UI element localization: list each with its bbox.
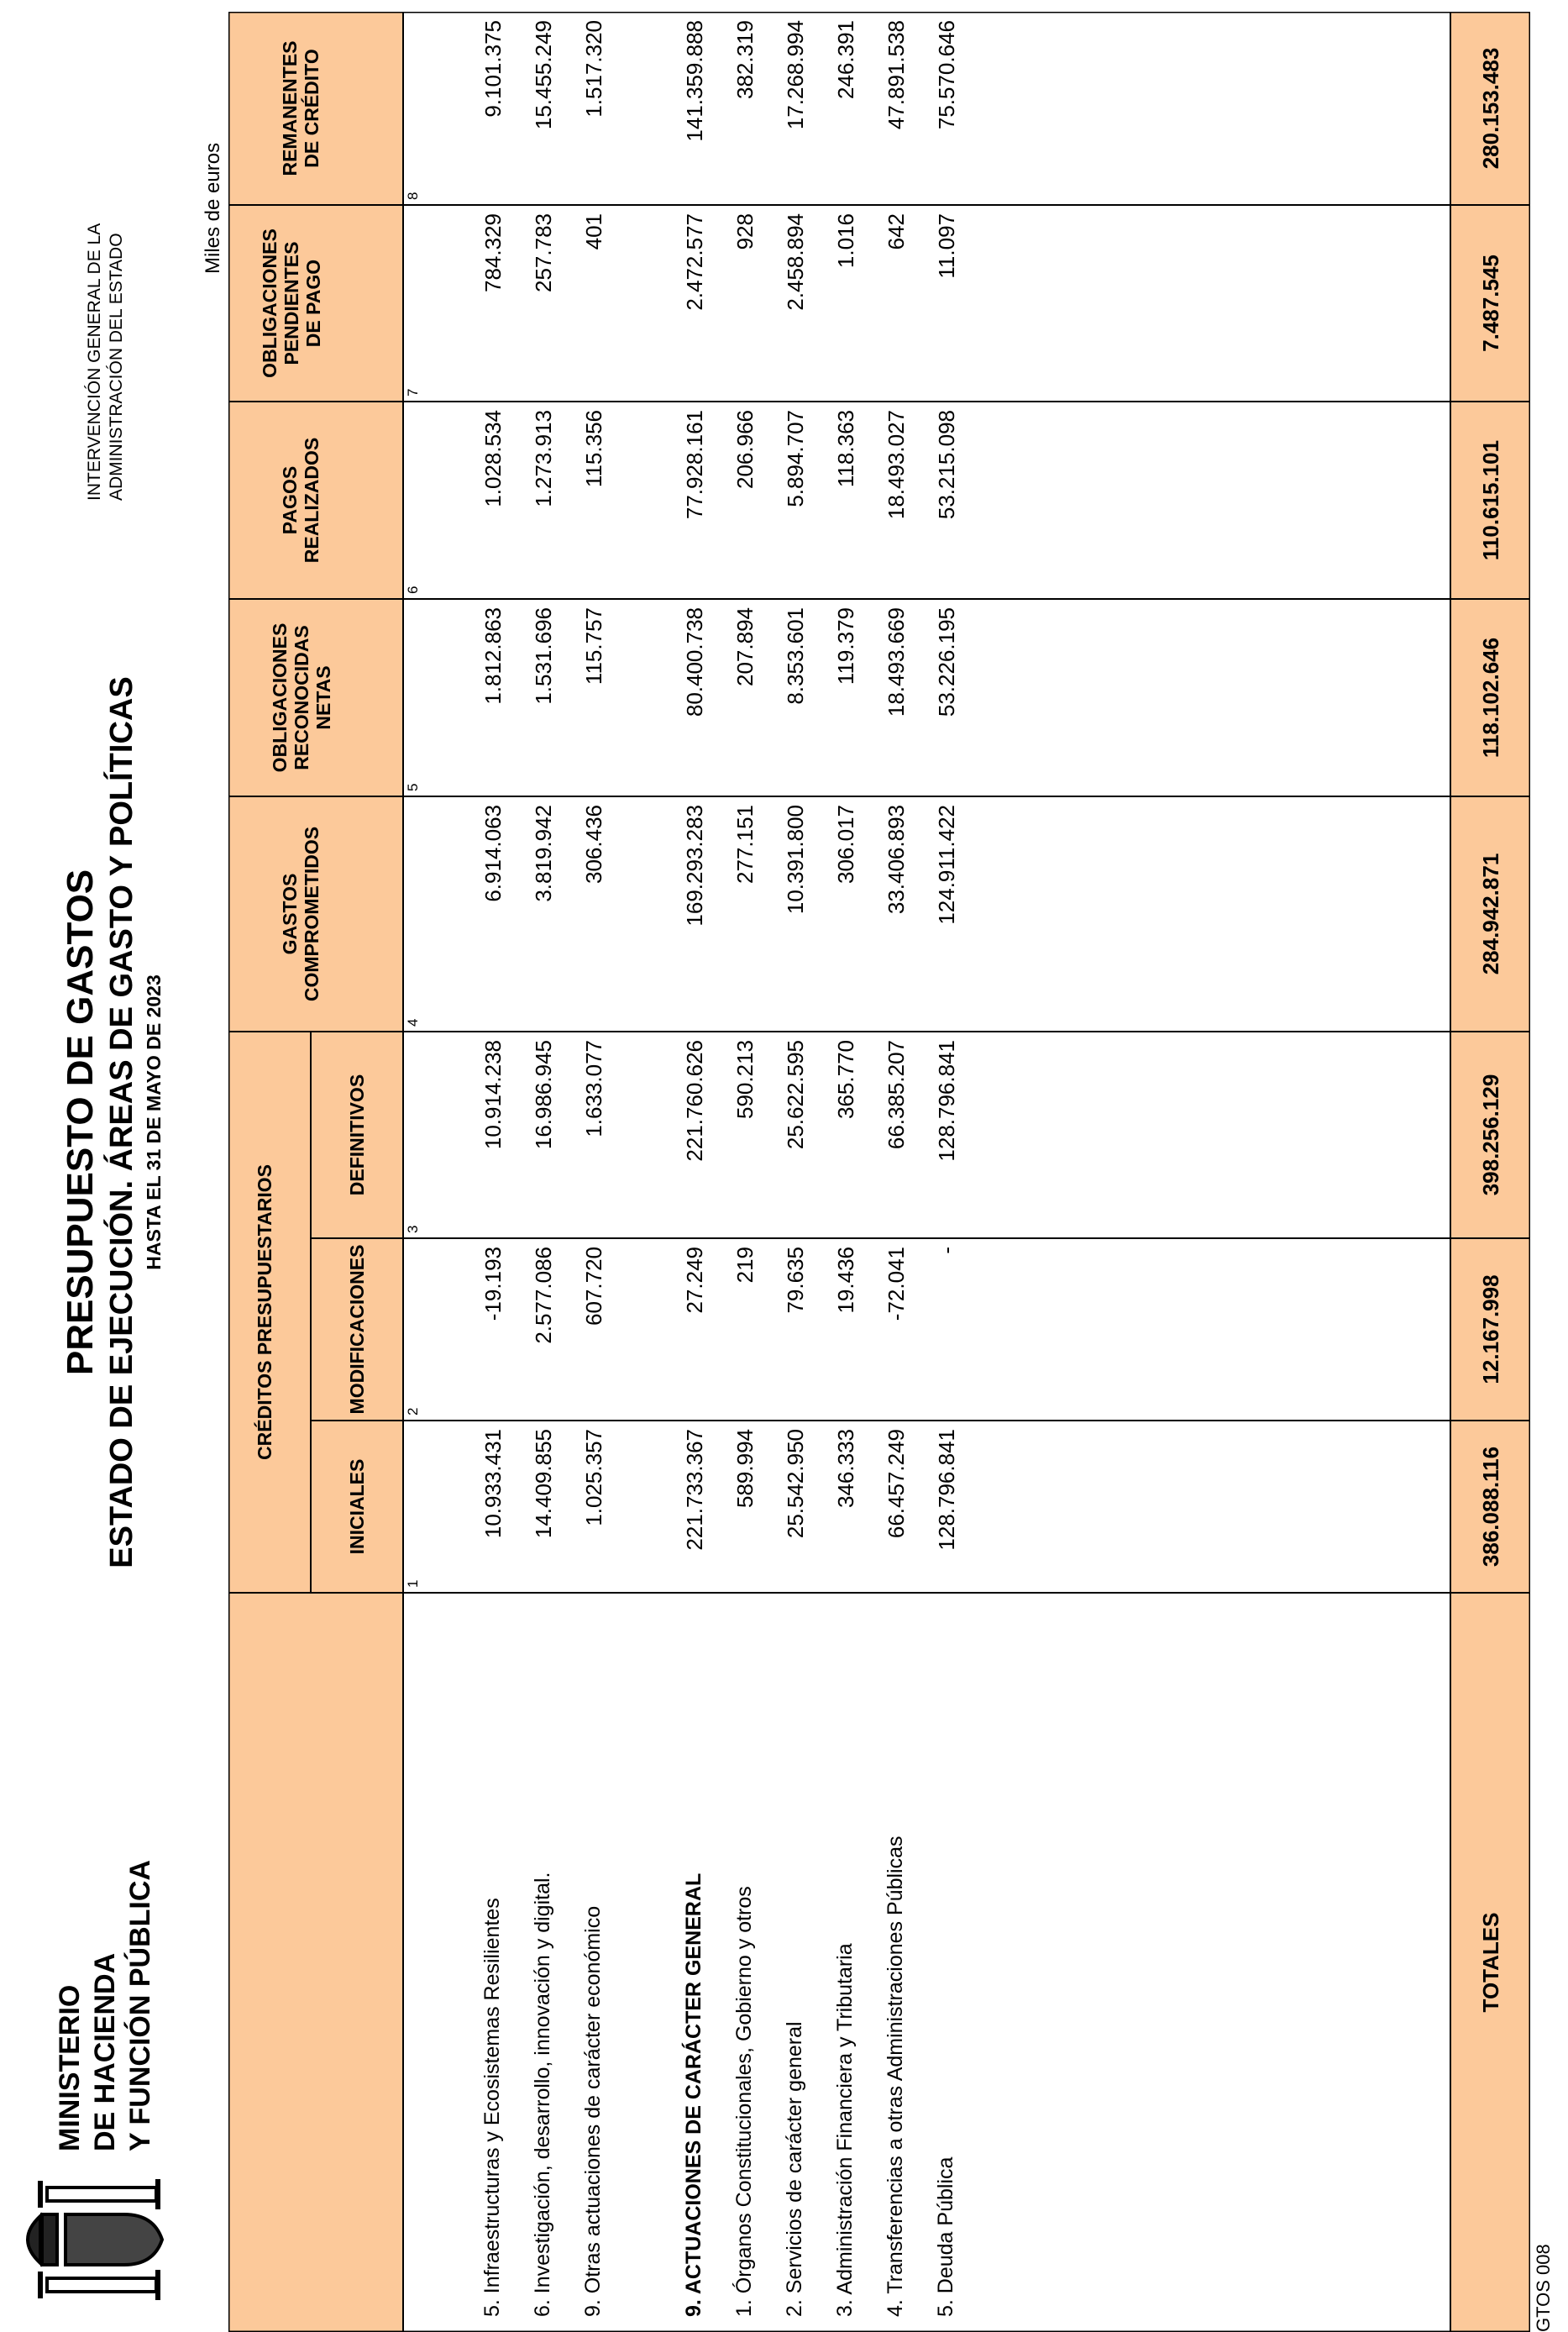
row-label: 9. Otras actuaciones de carácter económico xyxy=(581,1905,605,2317)
table-cell: 1.016 xyxy=(833,213,858,269)
issuer-line-2: ADMINISTRACIÓN DEL ESTADO xyxy=(107,233,126,501)
table-cell: 53.215.098 xyxy=(934,410,959,520)
table-cell: 2.458.894 xyxy=(783,213,808,311)
table-cell: 141.359.888 xyxy=(682,20,707,142)
table-cell: 589.994 xyxy=(732,1429,758,1508)
header-creditos: CRÉDITOS PRESUPUESTARIOS xyxy=(254,1164,275,1460)
table-cell: 14.409.855 xyxy=(531,1429,556,1539)
issuer-line-1: INTERVENCIÓN GENERAL DE LA xyxy=(85,223,104,501)
table-cell: 10.914.238 xyxy=(480,1040,506,1150)
table-cell: 928 xyxy=(732,213,758,250)
report-titles xyxy=(59,669,166,1576)
table-cell: 607.720 xyxy=(581,1247,606,1326)
table-cell: -19.193 xyxy=(480,1247,506,1321)
table-cell: 1.812.863 xyxy=(480,607,506,705)
header-iniciales: INICIALES xyxy=(346,1458,368,1555)
table-cell: 11.097 xyxy=(934,213,959,279)
totals-cell: 118.102.646 xyxy=(1478,637,1503,759)
header-obligaciones-reconocidas: OBLIGACIONES RECONOCIDAS NETAS xyxy=(269,622,334,773)
totals-cell: 12.167.998 xyxy=(1478,1274,1503,1384)
header-remanentes: REMANENTES DE CRÉDITO xyxy=(279,40,323,176)
column-number: 7 xyxy=(405,388,421,397)
report-date: HASTA EL 31 DE MAYO DE 2023 xyxy=(143,974,165,1270)
totals-cell: 280.153.483 xyxy=(1478,47,1503,170)
row-label: 6. Investigación, desarrollo, innovación y digital. xyxy=(531,1872,554,2317)
table-cell: 75.570.646 xyxy=(934,20,959,130)
header-modificaciones: MODIFICACIONES xyxy=(346,1244,368,1415)
table-cell: 15.455.249 xyxy=(531,20,556,130)
table-cell: 365.770 xyxy=(833,1040,858,1119)
table-cell: 2.577.086 xyxy=(531,1247,556,1344)
header-definitivos: DEFINITIVOS xyxy=(346,1074,368,1196)
table-cell: 346.333 xyxy=(833,1429,858,1508)
table-cell: 18.493.669 xyxy=(884,607,909,717)
table-cell: 19.436 xyxy=(833,1247,858,1314)
units-label: Miles de euros xyxy=(202,142,224,274)
table-cell: 128.796.841 xyxy=(934,1040,959,1162)
table-cell: 1.633.077 xyxy=(581,1040,606,1137)
header-gastos-comprometidos: GASTOS COMPROMETIDOS xyxy=(279,826,323,1002)
row-label: 1. Órganos Constitucionales, Gobierno y otros xyxy=(732,1886,756,2317)
row-label: 4. Transferencias a otras Administraciones Públicas xyxy=(884,1836,907,2317)
table-cell: 33.406.893 xyxy=(884,805,909,915)
table-cell: 66.385.207 xyxy=(884,1040,909,1150)
column-number: 6 xyxy=(405,586,421,594)
column-number: 4 xyxy=(405,1018,421,1027)
table-cell: 401 xyxy=(581,213,606,250)
table-cell: 77.928.161 xyxy=(682,410,707,520)
row-label: 5. Infraestructuras y Ecosistemas Resilientes xyxy=(480,1898,504,2317)
table-cell: 9.101.375 xyxy=(480,20,506,118)
table-cell: 1.531.696 xyxy=(531,607,556,705)
table-cell: 221.733.367 xyxy=(682,1429,707,1551)
ministry-line-3: Y FUNCIÓN PÚBLICA xyxy=(124,1860,156,2151)
column-number: 8 xyxy=(405,192,421,200)
ministry-name xyxy=(52,1860,158,2151)
table-grid xyxy=(228,12,1530,2332)
totals-cell: 7.487.545 xyxy=(1478,255,1503,352)
table-cell: 18.493.027 xyxy=(884,410,909,520)
table-cell: 10.933.431 xyxy=(480,1429,506,1539)
report-subtitle: ESTADO DE EJECUCIÓN. ÁREAS DE GASTO Y POLÍTICAS xyxy=(104,676,139,1568)
table-cell: 119.379 xyxy=(833,607,858,685)
table-cell: 124.911.422 xyxy=(934,805,959,925)
row-label: 5. Deuda Pública xyxy=(934,2156,957,2317)
header-obligaciones-pendientes: OBLIGACIONES PENDIENTES DE PAGO xyxy=(259,228,324,378)
row-label: 3. Administración Financiera y Tributaria xyxy=(833,1943,857,2317)
column-number: 3 xyxy=(405,1225,421,1233)
table-cell: 257.783 xyxy=(531,213,556,292)
ministry-line-1: MINISTERIO xyxy=(54,1984,86,2151)
column-number: 5 xyxy=(405,783,421,791)
table-cell: 17.268.994 xyxy=(783,20,808,130)
budget-table xyxy=(228,12,1530,2332)
table-cell: 1.273.913 xyxy=(531,410,556,507)
table-cell: 169.293.283 xyxy=(682,805,707,927)
table-cell: 207.894 xyxy=(732,607,758,686)
table-cell: 590.213 xyxy=(732,1040,758,1119)
table-cell: 8.353.601 xyxy=(783,607,808,705)
table-cell: 221.760.626 xyxy=(682,1040,707,1162)
totals-cell: 386.088.116 xyxy=(1478,1446,1503,1568)
form-code: GTOS 008 xyxy=(1533,2244,1554,2332)
table-cell: - xyxy=(934,1247,959,1254)
table-cell: 128.796.841 xyxy=(934,1429,959,1551)
totals-cell: 398.256.129 xyxy=(1478,1074,1503,1196)
table-cell: 25.622.595 xyxy=(783,1040,808,1150)
column-number: 2 xyxy=(405,1407,421,1415)
totals-cell: 110.615.101 xyxy=(1478,439,1503,561)
table-cell: 80.400.738 xyxy=(682,607,707,717)
table-cell: 219 xyxy=(732,1247,758,1284)
table-cell: 246.391 xyxy=(833,20,858,99)
table-cell: 79.635 xyxy=(783,1247,808,1314)
table-cell: 6.914.063 xyxy=(480,805,506,902)
table-cell: 306.436 xyxy=(581,805,606,884)
table-cell: 10.391.800 xyxy=(783,805,808,915)
row-label: 2. Servicios de carácter general xyxy=(783,2021,806,2317)
table-cell: 16.986.945 xyxy=(531,1040,556,1150)
table-cell: 784.329 xyxy=(480,213,506,292)
table-cell: 27.249 xyxy=(682,1247,707,1314)
report-title: PRESUPUESTO DE GASTOS xyxy=(60,869,101,1376)
table-cell: 115.757 xyxy=(581,607,606,685)
table-cell: 25.542.950 xyxy=(783,1429,808,1539)
table-cell: 1.517.320 xyxy=(581,20,606,118)
header-pagos-realizados: PAGOS REALIZADOS xyxy=(279,437,323,564)
table-cell: 1.028.534 xyxy=(480,410,506,507)
ministry-line-2: DE HACIENDA xyxy=(89,1952,121,2151)
table-cell: 206.966 xyxy=(732,410,758,489)
table-cell: 115.356 xyxy=(581,410,606,488)
table-cell: 5.894.707 xyxy=(783,410,808,507)
coat-of-arms-icon xyxy=(15,2164,175,2315)
table-cell: 306.017 xyxy=(833,805,858,884)
column-number: 1 xyxy=(405,1579,421,1588)
table-cell: 2.472.577 xyxy=(682,213,707,311)
table-cell: 277.151 xyxy=(732,805,758,884)
table-cell: 47.891.538 xyxy=(884,20,909,130)
totals-label: TOTALES xyxy=(1478,1912,1503,2013)
table-cell: 118.363 xyxy=(833,410,858,488)
totals-cell: 284.942.871 xyxy=(1478,853,1503,975)
table-cell: 3.819.942 xyxy=(531,805,556,902)
table-cell: 53.226.195 xyxy=(934,607,959,717)
row-label: 9. ACTUACIONES DE CARÁCTER GENERAL xyxy=(682,1872,705,2317)
table-cell: 642 xyxy=(884,213,909,250)
table-cell: 66.457.249 xyxy=(884,1429,909,1539)
table-cell: -72.041 xyxy=(884,1247,909,1321)
table-cell: 1.025.357 xyxy=(581,1429,606,1526)
issuer-name xyxy=(84,223,128,501)
table-cell: 382.319 xyxy=(732,20,758,99)
